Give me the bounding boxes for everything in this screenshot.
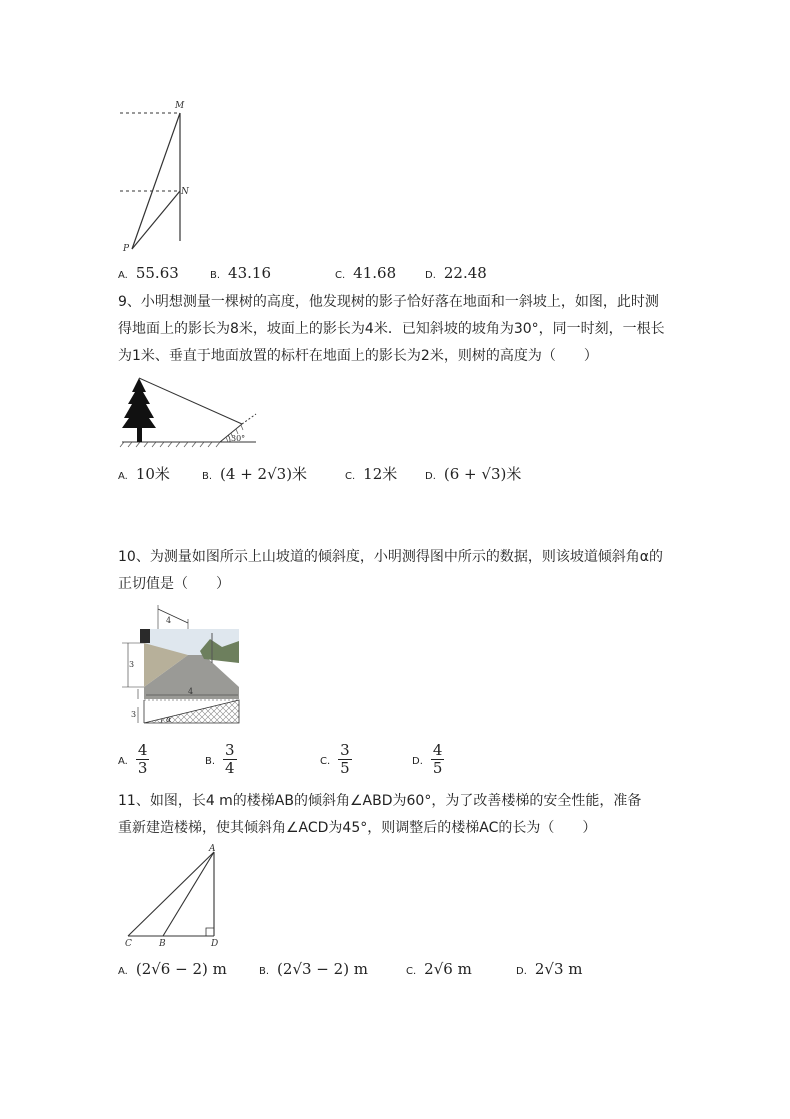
fig10-alpha: α	[166, 715, 172, 724]
q9-text-line-3: 为1米、垂直于地面放置的标杆在地面上的影长为2米，则树的高度为（ ）	[118, 348, 598, 364]
q10-option-b: B. $\frac{3}{4}$	[205, 741, 235, 777]
q8-option-c: C. 41.68	[335, 264, 397, 282]
q11-option-d: D. 2√3 m	[516, 960, 583, 978]
fig9-angle-label: 30°	[231, 434, 246, 443]
q9-option-d: D. (6 + √3)米	[425, 465, 522, 483]
q11-option-b: B. (2√3 − 2) m	[259, 960, 369, 978]
q10-option-a: A. $\frac{4}{3}$	[118, 741, 148, 777]
q9-text-line-2: 得地面上的影长为8米，坡面上的影长为4米．已知斜坡的坡角为30°，同一时刻，一根长	[118, 321, 665, 337]
fig11-label-d: D	[211, 939, 219, 949]
tree-crown	[122, 378, 156, 428]
q10-text-line-1: 10、为测量如图所示上山坡道的倾斜度，小明测得图中所示的数据，则该坡道倾斜角α的	[118, 549, 664, 565]
fig8-label-p: P	[123, 244, 130, 254]
fig11-label-c: C	[125, 939, 132, 949]
q11-text-line-2: 重新建造楼梯，使其倾斜角∠ACD为45°，则调整后的楼梯AC的长为（ ）	[118, 820, 597, 836]
fig10-left-bottom-dim: 3	[131, 710, 137, 719]
q10-option-d: D. $\frac{4}{5}$	[412, 741, 443, 777]
fig8-label-n: N	[181, 187, 189, 197]
fig10-top-dim: 4	[166, 616, 172, 625]
figure-q10	[118, 603, 242, 727]
fig11-label-b: B	[159, 939, 166, 949]
q9-option-a: A. 10米	[118, 465, 170, 483]
figure-q9	[118, 372, 263, 450]
figure-q8	[115, 95, 215, 255]
q9-text-line-1: 9、小明想测量一棵树的高度，他发现树的影子恰好落在地面和一斜坡上，如图，此时测	[118, 294, 659, 310]
fig11-label-a: A	[209, 844, 216, 854]
fig10-mid-dim: 4	[188, 687, 194, 696]
q9-option-c: C. 12米	[345, 465, 398, 483]
fig10-slope-triangle	[144, 700, 239, 723]
q10-option-c: C. $\frac{3}{5}$	[320, 741, 350, 777]
q8-option-b: B. 43.16	[210, 264, 271, 282]
q11-option-a: A. (2√6 − 2) m	[118, 960, 227, 978]
q9-option-b: B. (4 + 2√3)米	[202, 465, 308, 483]
q11-text-line-1: 11、如图，长4 m的楼梯AB的倾斜角∠ABD为60°，为了改善楼梯的安全性能，准备	[118, 793, 642, 809]
fig8-label-m: M	[175, 101, 185, 111]
figure-q11	[118, 842, 228, 950]
q10-text-line-2: 正切值是（ ）	[118, 576, 230, 592]
q8-option-a: A. 55.63	[118, 264, 179, 282]
fig10-left-top-dim: 3	[129, 660, 135, 669]
photo-dark-corner	[140, 629, 150, 643]
q8-option-d: D. 22.48	[425, 264, 487, 282]
q11-option-c: C. 2√6 m	[406, 960, 472, 978]
